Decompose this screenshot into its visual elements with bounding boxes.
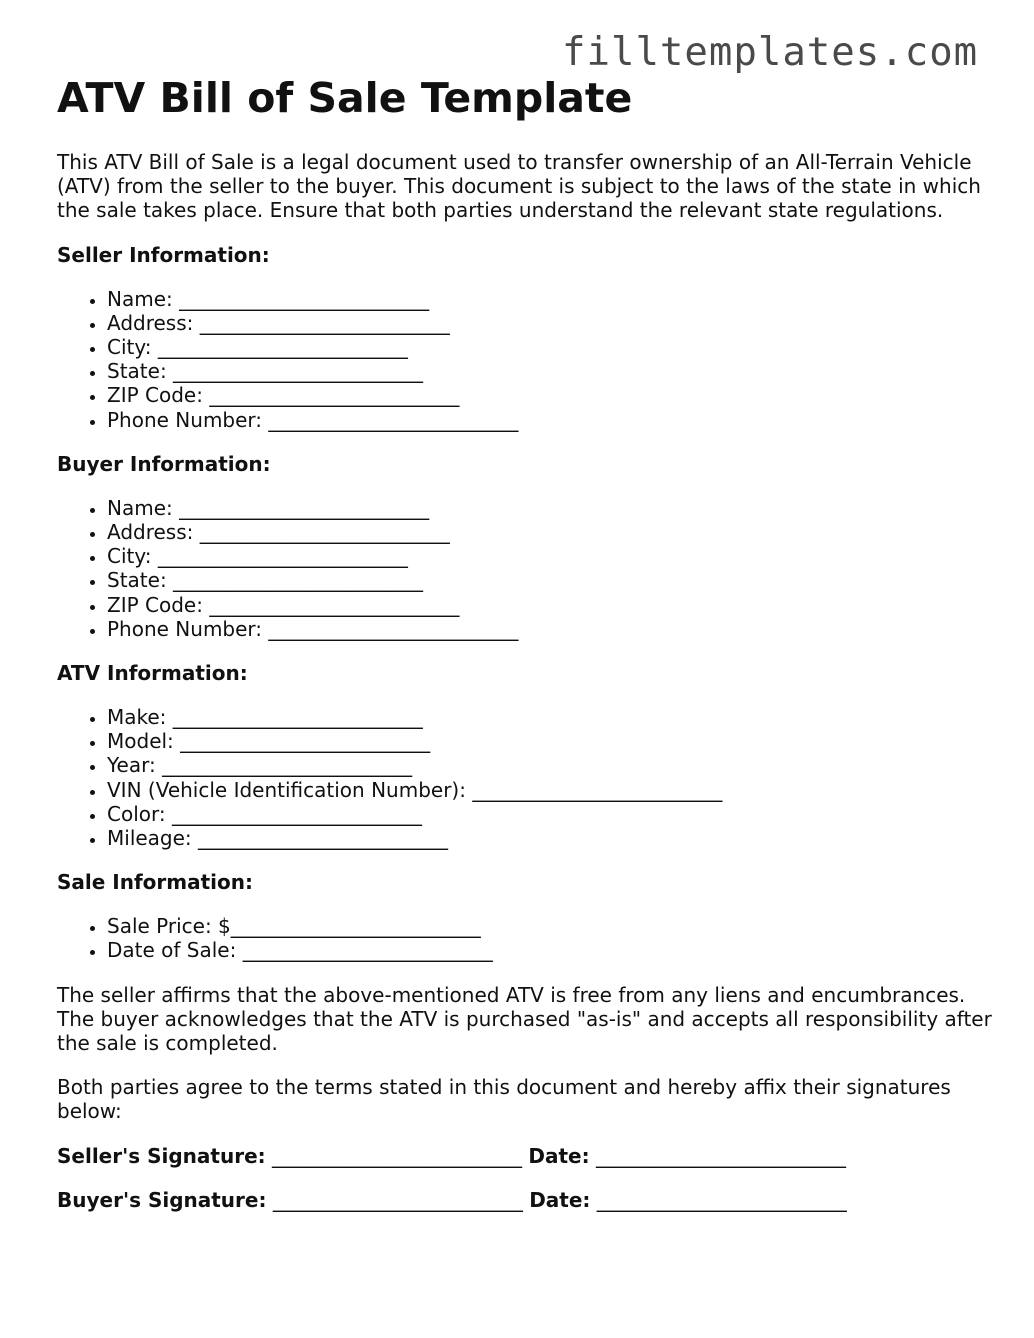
field-label: Address: <box>107 310 194 335</box>
fill-line[interactable]: _________________________ <box>209 383 460 408</box>
page-title: ATV Bill of Sale Template <box>57 74 633 122</box>
fill-line[interactable]: _________________________ <box>268 616 519 641</box>
fill-line[interactable]: _________________________ <box>173 568 424 593</box>
field-label: Model: <box>107 729 174 754</box>
seller-date-line[interactable]: _________________________ <box>595 1143 846 1168</box>
field-label: Address: <box>107 520 194 545</box>
buyer-signature-line[interactable]: _________________________ <box>272 1187 523 1212</box>
seller-phone-field[interactable] <box>107 408 992 432</box>
document-body <box>57 74 992 1232</box>
field-label: Sale Price: $ <box>107 914 231 939</box>
field-label: Phone Number: <box>107 616 263 641</box>
field-label: Make: <box>107 705 167 730</box>
affirmation-paragraph: The seller affirms that the above-mentioned ATV is free from any liens and encumbrances. The buyer acknowledges that the ATV is purchased "as-is" and accepts all responsibility after the sale is completed. <box>57 982 992 1056</box>
sale-price-field[interactable] <box>107 914 992 938</box>
fill-line[interactable]: _________________________ <box>199 310 450 335</box>
fill-line[interactable]: _________________________ <box>180 729 431 754</box>
fill-line[interactable]: _________________________ <box>199 520 450 545</box>
field-label: Mileage: <box>107 826 192 851</box>
seller-date-label: Date: <box>528 1143 590 1168</box>
seller-fields <box>57 287 992 432</box>
seller-city-field[interactable] <box>107 335 992 359</box>
atv-vin-field[interactable] <box>107 778 992 802</box>
fill-line[interactable]: _________________________ <box>157 335 408 360</box>
buyer-heading: Buyer Information: <box>57 451 271 476</box>
buyer-fields <box>57 496 992 641</box>
field-label: State: <box>107 568 167 593</box>
atv-color-field[interactable] <box>107 802 992 826</box>
buyer-signature-label: Buyer's Signature: <box>57 1187 267 1212</box>
sale-heading: Sale Information: <box>57 870 253 895</box>
seller-state-field[interactable] <box>107 359 992 383</box>
fill-line[interactable]: _________________________ <box>179 286 430 311</box>
buyer-signature-row <box>57 1188 992 1212</box>
field-label: State: <box>107 359 167 384</box>
field-label: City: <box>107 335 152 360</box>
fill-line[interactable]: _________________________ <box>171 801 422 826</box>
seller-zip-field[interactable] <box>107 383 992 407</box>
field-label: Date of Sale: <box>107 938 237 963</box>
buyer-date-line[interactable]: _________________________ <box>596 1187 847 1212</box>
buyer-name-field[interactable] <box>107 496 992 520</box>
buyer-state-field[interactable] <box>107 568 992 592</box>
fill-line[interactable]: _________________________ <box>198 826 449 851</box>
field-label: ZIP Code: <box>107 592 203 617</box>
seller-address-field[interactable] <box>107 311 992 335</box>
fill-line[interactable]: _________________________ <box>179 495 430 520</box>
seller-signature-label: Seller's Signature: <box>57 1143 266 1168</box>
fill-line[interactable]: _________________________ <box>173 359 424 384</box>
fill-line[interactable]: _________________________ <box>242 938 493 963</box>
atv-heading: ATV Information: <box>57 661 248 686</box>
buyer-phone-field[interactable] <box>107 617 992 641</box>
field-label: Color: <box>107 801 166 826</box>
fill-line[interactable]: _________________________ <box>472 777 723 802</box>
fill-line[interactable]: _________________________ <box>157 544 408 569</box>
fill-line[interactable]: _________________________ <box>268 407 519 432</box>
seller-name-field[interactable] <box>107 287 992 311</box>
field-label: ZIP Code: <box>107 383 203 408</box>
buyer-address-field[interactable] <box>107 520 992 544</box>
intro-paragraph: This ATV Bill of Sale is a legal document used to transfer ownership of an All-Terrain Vehicle (ATV) from the seller to the buyer. This document is subject to the laws of the state in which the sale takes place. Ensure that both parties understand the relevant state regulations. <box>57 150 981 223</box>
sale-fields <box>57 914 992 962</box>
buyer-zip-field[interactable] <box>107 593 992 617</box>
buyer-city-field[interactable] <box>107 544 992 568</box>
field-label: Phone Number: <box>107 407 263 432</box>
field-label: City: <box>107 544 152 569</box>
atv-make-field[interactable] <box>107 705 992 729</box>
seller-signature-line[interactable]: _________________________ <box>272 1143 522 1168</box>
atv-year-field[interactable] <box>107 753 992 777</box>
atv-mileage-field[interactable] <box>107 826 992 850</box>
fill-line[interactable]: _________________________ <box>172 705 423 730</box>
agreement-paragraph: Both parties agree to the terms stated in this document and hereby affix their signatures below: <box>57 1075 951 1124</box>
fill-line[interactable]: _________________________ <box>209 592 460 617</box>
atv-fields <box>57 705 992 850</box>
seller-heading: Seller Information: <box>57 242 270 267</box>
fill-line[interactable]: _________________________ <box>162 753 413 778</box>
fill-line[interactable]: _________________________ <box>230 914 481 939</box>
field-label: Name: <box>107 286 173 311</box>
seller-signature-row <box>57 1144 992 1168</box>
field-label: VIN (Vehicle Identification Number): <box>107 777 466 802</box>
watermark: filltemplates.com <box>562 30 979 75</box>
sale-date-field[interactable] <box>107 938 992 962</box>
buyer-date-label: Date: <box>529 1187 591 1212</box>
field-label: Year: <box>107 753 156 778</box>
field-label: Name: <box>107 495 173 520</box>
atv-model-field[interactable] <box>107 729 992 753</box>
